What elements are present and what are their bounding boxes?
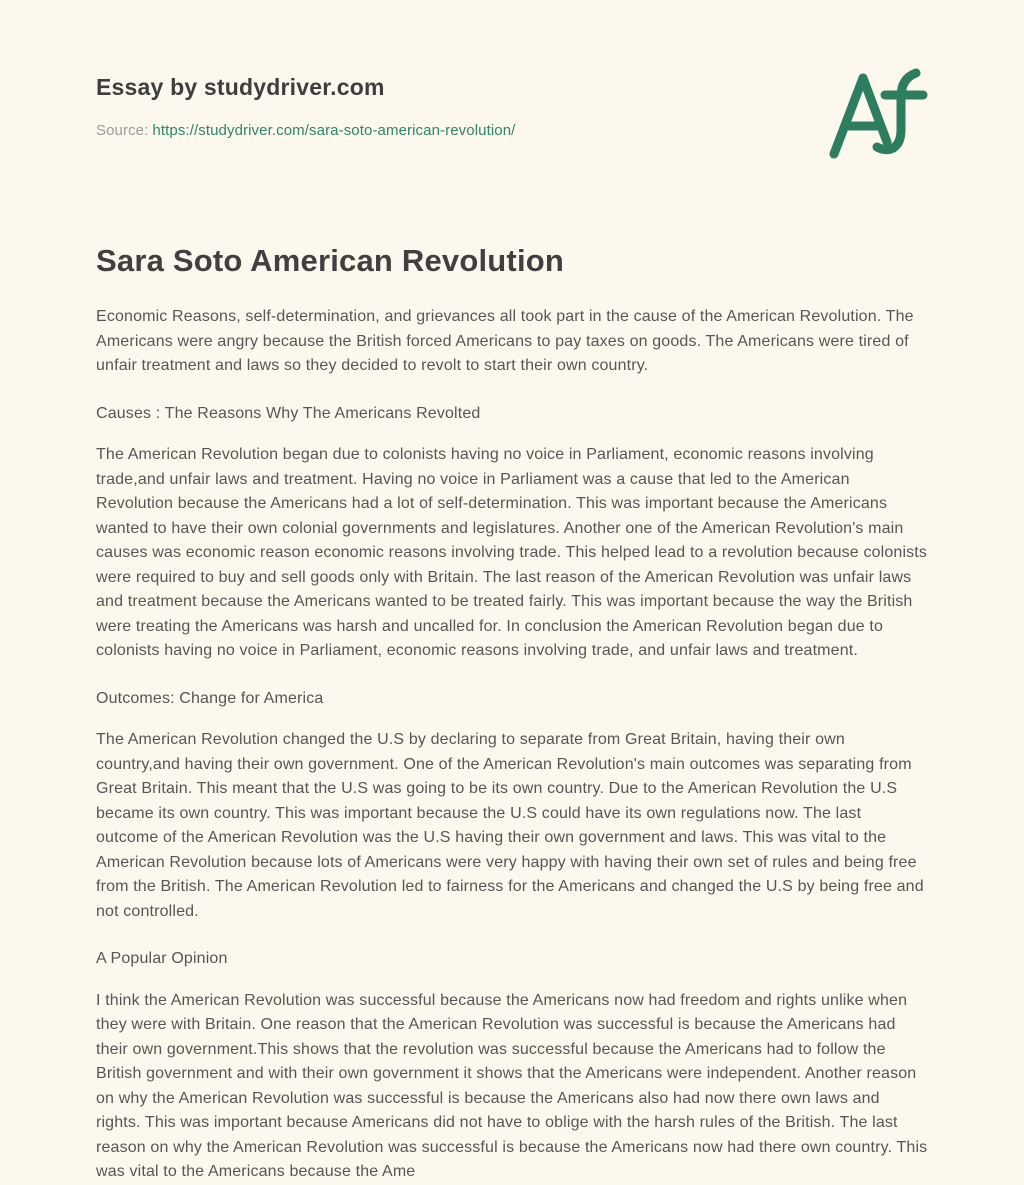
essay-paragraph-outcomes: The American Revolution changed the U.S by declaring to separate from Great Britain, having their own country,and having their own government. One of the American Revolution's main outcomes was separating from Great Britain. This meant that the U.S was going to be its own country. Due to the American Revolution the U.S became its own country. This was important because the U.S could have its own regulations now. The last outcome of the American Revolution was the U.S having their own government and laws. This was vital to the American Revolution because lots of Americans were very happy with having their own set of rules and being free from the British. The American Revolution led to fairness for the Americans and changed the U.S by being free and not controlled.: [96, 731, 924, 920]
source-url-link[interactable]: https://studydriver.com/sara-soto-american-revolution/: [152, 122, 516, 139]
section-heading-causes: Causes : The Reasons Why The Americans Revolted: [96, 404, 481, 422]
essay-body: [96, 305, 928, 1185]
essay-title: Sara Soto American Revolution: [96, 243, 565, 278]
essay-paragraph-causes: The American Revolution began due to colonists having no voice in Parliament, economic reasons involving trade,and unfair laws and treatment. Having no voice in Parliament was a cause that led to the American Revolution because the Americans had a lot of self-determination. This was important because the Americans wanted to have their own colonial governments and legislatures. Another one of the American Revolution's main causes was economic reason economic reasons involving trade. This helped lead to a revolution because colonists were required to buy and sell goods only with Britain. The last reason of the American Revolution was unfair laws and treatment because the Americans wanted to be treated fairly. This was important because the way the British were treating the Americans was harsh and uncalled for. In conclusion the American Revolution began due to colonists having no voice in Parliament, economic reasons involving trade, and unfair laws and treatment.: [96, 446, 928, 659]
section-heading-outcomes: Outcomes: Change for America: [96, 689, 324, 707]
section-heading-opinion: A Popular Opinion: [96, 950, 228, 967]
studydriver-logo-icon: [826, 66, 928, 162]
essay-paragraph-intro: Economic Reasons, self-determination, and grievances all took part in the cause of the American Revolution. The Americans were angry because the British forced Americans to pay taxes on goods. The Americans were tired of unfair treatment and laws so they decided to revolt to start their own country.: [96, 308, 914, 374]
document-header: [96, 74, 928, 139]
document-title: Essay by studydriver.com: [96, 74, 385, 100]
source-line: [96, 122, 928, 139]
essay-paragraph-opinion: I think the American Revolution was successful because the Americans now had freedom and rights unlike when they were with Britain. One reason that the American Revolution was successful is because the Americans had their own government.This shows that the revolution was successful because the Americans had to follow the British government and with their own government it shows that the Americans were independent. Another reason on why the American Revolution was successful is because the Americans also had now there own laws and rights. This was important because Americans did not have to oblige with the harsh rules of the British. The last reason on why the American Revolution was successful is because the Americans now had there own country. This was vital to the Americans because the Ame: [96, 991, 928, 1180]
source-label: Source:: [96, 122, 149, 139]
